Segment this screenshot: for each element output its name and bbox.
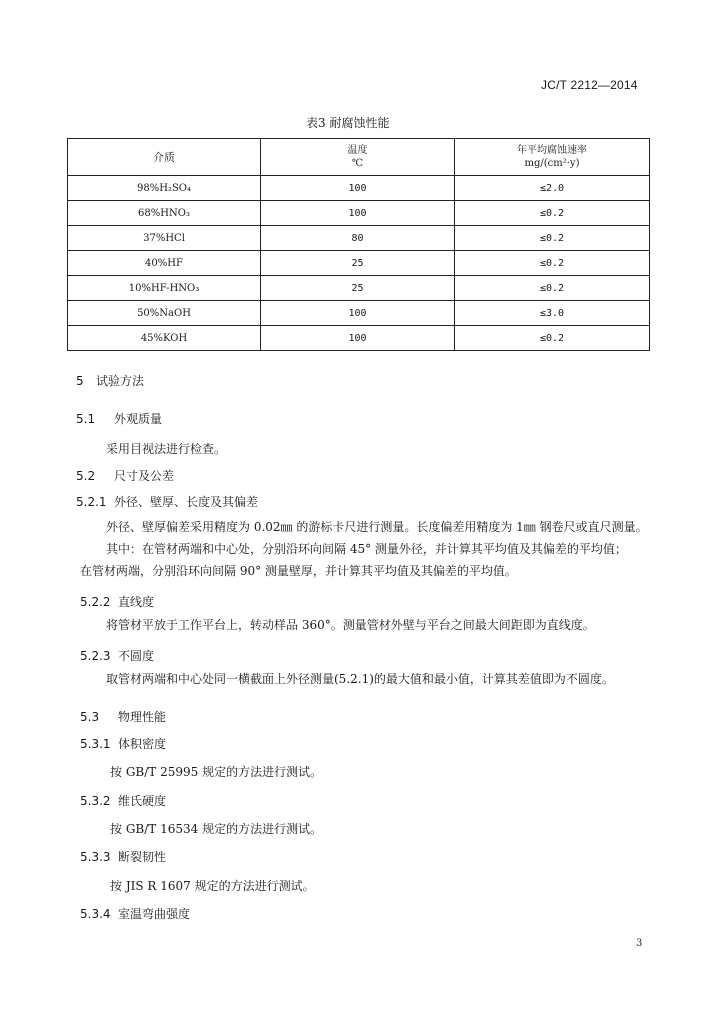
header-temperature: 温度 ℃ — [261, 139, 455, 176]
section-5-heading: 5 试验方法 — [76, 374, 145, 388]
cell-rate: ≤0.2 — [455, 251, 650, 276]
cell-medium: 68%HNO₃ — [68, 201, 261, 226]
cell-temperature: 100 — [261, 176, 455, 201]
cell-medium: 37%HCl — [68, 226, 261, 251]
cell-temperature: 100 — [261, 201, 455, 226]
cell-temperature: 80 — [261, 226, 455, 251]
table-title: 表3 耐腐蚀性能 — [306, 116, 390, 130]
cell-medium: 10%HF-HNO₃ — [68, 276, 261, 301]
section-5-3-1-heading: 5.3.1 体积密度 — [80, 737, 167, 751]
cell-rate: ≤0.2 — [455, 326, 650, 351]
section-5-3-3-heading: 5.3.3 断裂韧性 — [80, 850, 167, 864]
section-5-3-2-heading: 5.3.2 维氏硬度 — [80, 794, 167, 808]
section-5-2-2-heading: 5.2.2 直线度 — [80, 595, 155, 609]
table-row — [68, 276, 650, 301]
table-row — [68, 326, 650, 351]
header-medium: 介质 — [68, 139, 261, 176]
table-row — [68, 226, 650, 251]
section-5-1-heading: 5.1 外观质量 — [76, 412, 163, 426]
corrosion-resistance-table — [67, 138, 650, 351]
section-5-3-4-heading: 5.3.4 室温弯曲强度 — [80, 907, 191, 921]
table-header-row — [68, 139, 650, 176]
section-5-2-1-body-line: 其中：在管材两端和中心处，分别沿环向间隔 45° 测量外径，并计算其平均值及其偏差的平均值； — [106, 542, 627, 556]
standard-code: JC/T 2212—2014 — [541, 78, 638, 92]
section-5-2-3-heading: 5.2.3 不圆度 — [80, 649, 155, 663]
cell-temperature: 100 — [261, 301, 455, 326]
section-5-1-body: 采用目视法进行检查。 — [106, 442, 227, 456]
section-5-2-heading: 5.2 尺寸及公差 — [76, 469, 175, 483]
section-5-2-1-heading: 5.2.1 外径、壁厚、长度及其偏差 — [76, 495, 259, 509]
cell-medium: 98%H₂SO₄ — [68, 176, 261, 201]
cell-temperature: 25 — [261, 276, 455, 301]
table-row — [68, 301, 650, 326]
section-5-3-2-body: 按 GB/T 16534 规定的方法进行测试。 — [110, 822, 323, 836]
section-5-2-1-body-line: 外径、壁厚偏差采用精度为 0.02㎜ 的游标卡尺进行测量。长度偏差用精度为 1㎜ 钢卷尺或直尺测量。 — [106, 520, 648, 534]
section-5-3-3-body: 按 JIS R 1607 规定的方法进行测试。 — [110, 879, 315, 893]
cell-temperature: 100 — [261, 326, 455, 351]
section-5-3-heading: 5.3 物理性能 — [80, 710, 167, 724]
cell-medium: 45%KOH — [68, 326, 261, 351]
table-row — [68, 201, 650, 226]
cell-rate: ≤0.2 — [455, 201, 650, 226]
cell-rate: ≤0.2 — [455, 276, 650, 301]
cell-rate: ≤0.2 — [455, 226, 650, 251]
section-5-2-1-body-line: 在管材两端，分别沿环向间隔 90° 测量壁厚，并计算其平均值及其偏差的平均值。 — [80, 564, 517, 578]
table-row — [68, 251, 650, 276]
section-5-2-3-body: 取管材两端和中心处同一横截面上外径测量(5.2.1)的最大值和最小值，计算其差值即为不圆度。 — [106, 672, 614, 686]
cell-medium: 50%NaOH — [68, 301, 261, 326]
cell-rate: ≤2.0 — [455, 176, 650, 201]
cell-temperature: 25 — [261, 251, 455, 276]
page-number: 3 — [636, 938, 643, 949]
cell-medium: 40%HF — [68, 251, 261, 276]
header-corrosion-rate: 年平均腐蚀速率 mg/(cm²·y) — [455, 139, 650, 176]
table-row — [68, 176, 650, 201]
section-5-2-2-body: 将管材平放于工作平台上，转动样品 360°。测量管材外壁与平台之间最大间距即为直线度。 — [106, 618, 595, 632]
cell-rate: ≤3.0 — [455, 301, 650, 326]
section-5-3-1-body: 按 GB/T 25995 规定的方法进行测试。 — [110, 765, 323, 779]
